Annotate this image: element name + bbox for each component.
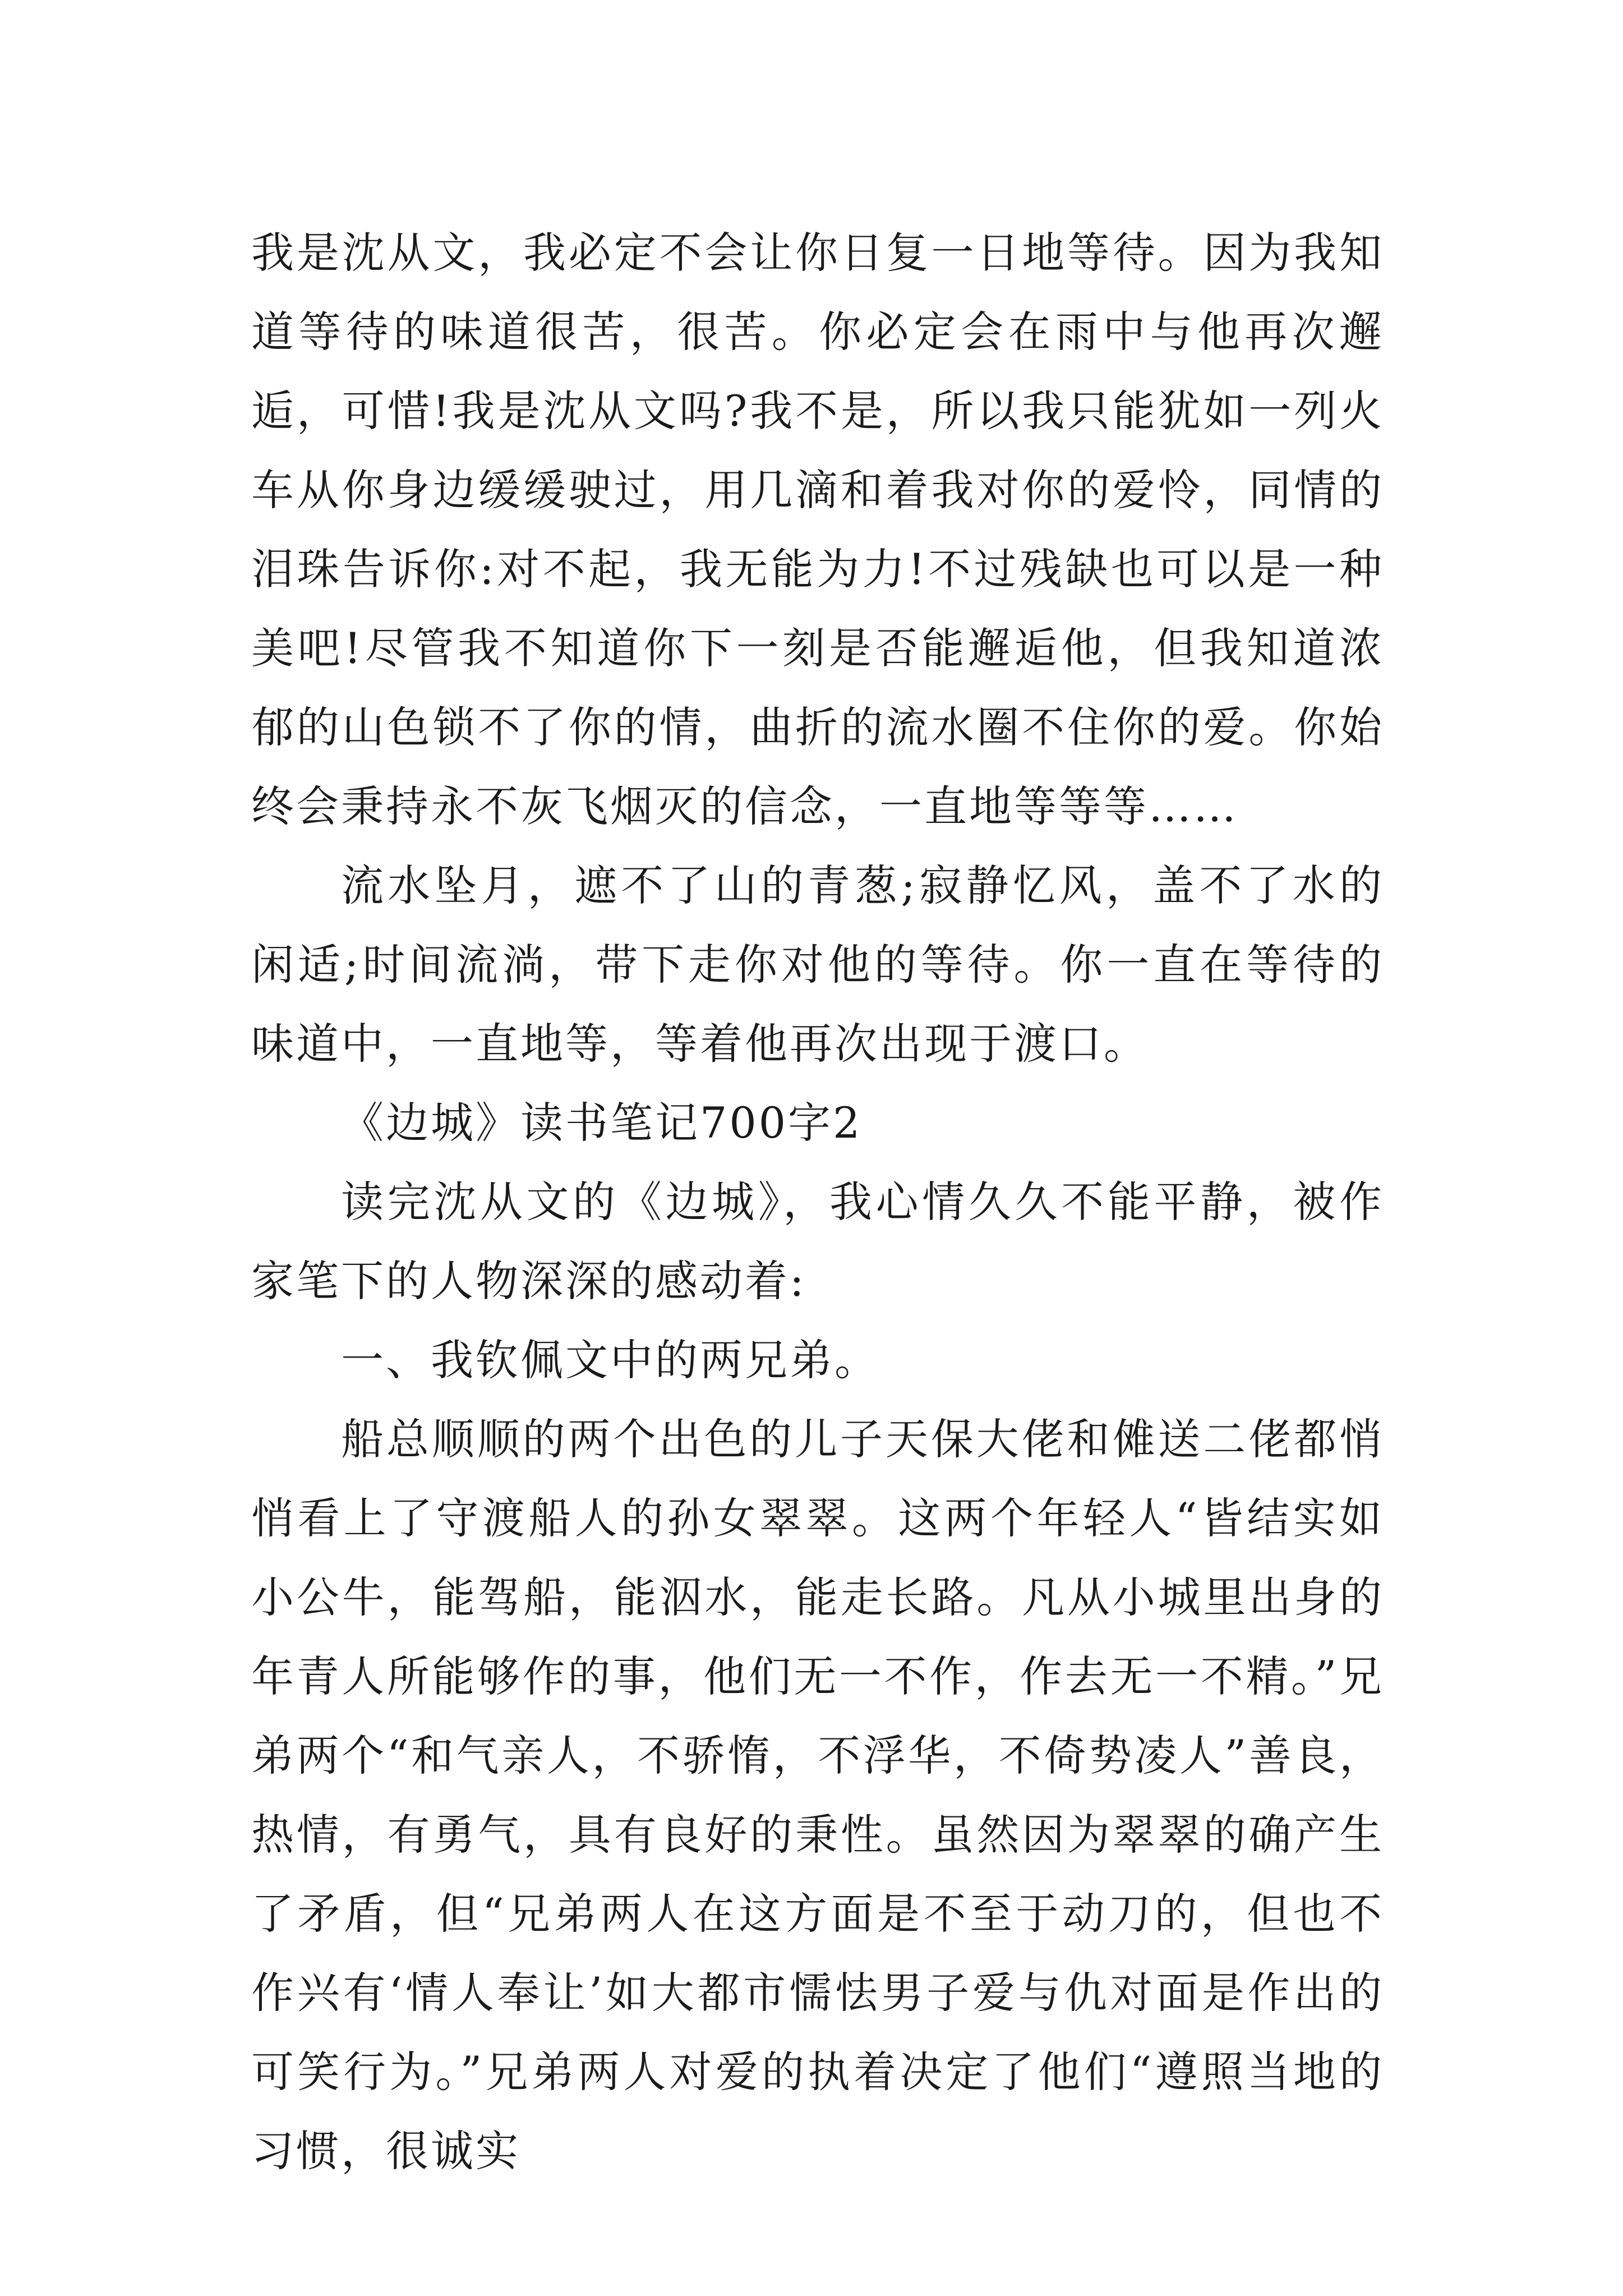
body-text xyxy=(251,213,1384,2191)
section-heading: 《边城》读书笔记700字2 xyxy=(341,1098,863,1148)
paragraph: 一、我钦佩文中的两兄弟。 xyxy=(341,1335,879,1385)
paragraph: 船总顺顺的两个出色的儿子天保大佬和傩送二佬都悄悄看上了守渡船人的孙女翠翠。这两个年轻人“皆结实如小公牛，能驾船，能泅水，能走长路。凡从小城里出身的年青人所能够作的事，他们无一不作，作去无一不精。”兄弟两个“和气亲人，不骄惰，不浮华，不倚势凌人”善良，热情，有勇气，具有良好的秉性。虽然因为翠翠的确产生了矛盾，但“兄弟两人在这方面是不至于动刀的，但也不作兴有‘情人奉让’如大都市懦怯男子爱与仇对面是作出的可笑行为。”兄弟两人对爱的执着决定了他们“遵照当地的习惯，很诚实 xyxy=(251,1414,1384,2176)
paragraph: 流水坠月，遮不了山的青葱;寂静忆风，盖不了水的闲适;时间流淌，带下走你对他的等待。你一直在等待的味道中，一直地等，等着他再次出现于渡口。 xyxy=(251,861,1384,1069)
paragraph: 读完沈从文的《边城》，我心情久久不能平静，被作家笔下的人物深深的感动着: xyxy=(251,1177,1384,1306)
paragraph: 我是沈从文，我必定不会让你日复一日地等待。因为我知道等待的味道很苦，很苦。你必定会在雨中与他再次邂逅，可惜!我是沈从文吗?我不是，所以我只能犹如一列火车从你身边缓缓驶过，用几滴和着我对你的爱怜，同情的泪珠告诉你:对不起，我无能为力!不过残缺也可以是一种美吧!尽管我不知道你下一刻是否能邂逅他，但我知道浓郁的山色锁不了你的情，曲折的流水圈不住你的爱。你始终会秉持永不灰飞烟灭的信念，一直地等等等…… xyxy=(251,228,1384,831)
